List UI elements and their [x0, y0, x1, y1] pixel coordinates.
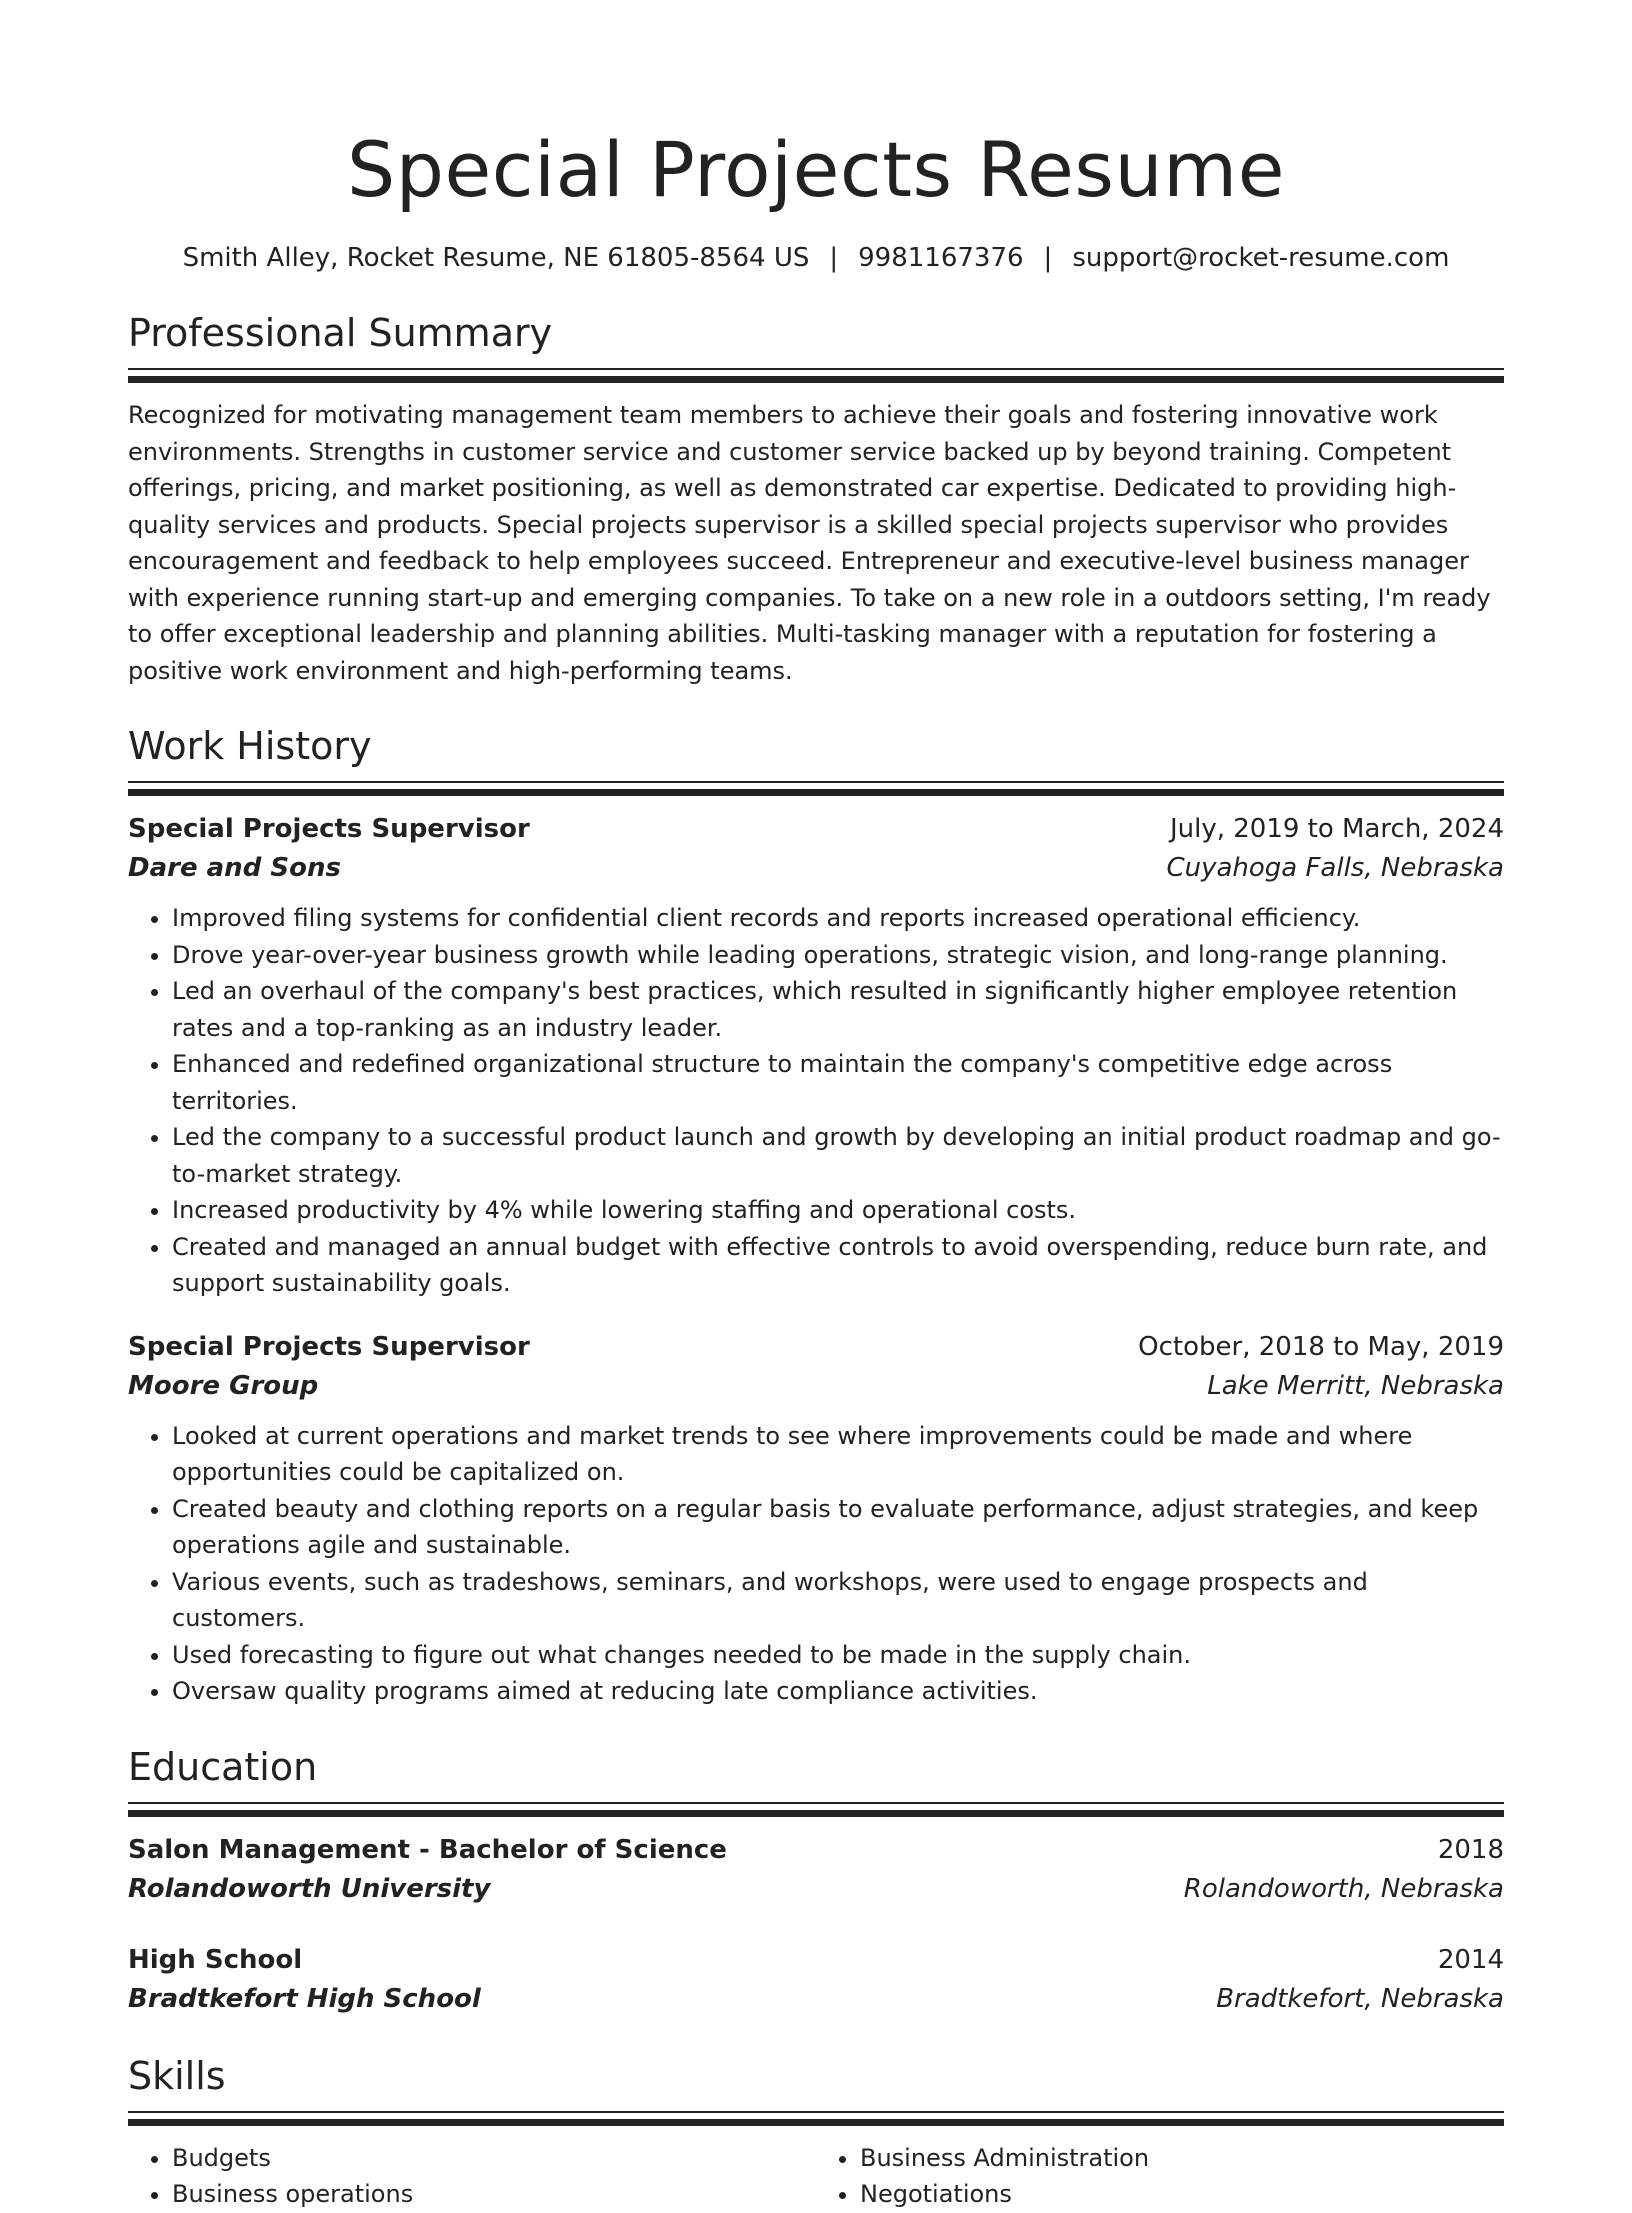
job-title: Special Projects Supervisor — [128, 814, 530, 844]
school-location: Rolandoworth, Nebraska — [1183, 1873, 1504, 1904]
education-section — [128, 1742, 1504, 2019]
list-item: • Used forecasting to figure out what changes needed to be made in the supply chain. — [172, 1637, 1504, 1674]
skill-item: • Negotiations — [860, 2176, 1504, 2213]
list-item: • Improved filing systems for confidential client records and reports increased operational efficiency. — [172, 900, 1504, 937]
job-location: Lake Merritt, Nebraska — [1207, 1370, 1504, 1401]
company-name: Dare and Sons — [128, 853, 341, 883]
phone: 9981167376 — [858, 243, 1024, 273]
summary-section — [128, 308, 1504, 689]
job-bullets — [128, 900, 1504, 1302]
skill-item: • Budgets — [172, 2140, 816, 2177]
work-history-section — [128, 721, 1504, 1710]
section-heading: Professional Summary — [128, 311, 553, 355]
email-link[interactable]: support@rocket-resume.com — [1072, 243, 1450, 273]
school-name: Bradtkefort High School — [128, 1983, 481, 2014]
list-item: • Increased productivity by 4% while lowering staffing and operational costs. — [172, 1192, 1504, 1229]
section-divider — [128, 781, 1504, 796]
job-entry — [128, 810, 1504, 1302]
section-heading: Work History — [128, 724, 372, 768]
school-name: Rolandoworth University — [128, 1873, 491, 1904]
job-dates: October, 2018 to May, 2019 — [1138, 1331, 1504, 1362]
graduation-year: 2018 — [1437, 1834, 1504, 1865]
list-item: • Looked at current operations and market trends to see where improvements could be made and where opportunities could be capitalized on. — [172, 1418, 1504, 1491]
job-title: Special Projects Supervisor — [128, 1331, 530, 1362]
contact-line — [128, 240, 1504, 276]
list-item: • Led an overhaul of the company's best practices, which resulted in significantly higher employee retention rates and a top-ranking as an industry leader. — [172, 973, 1504, 1046]
list-item: • Drove year-over-year business growth while leading operations, strategic vision, and long-range planning. — [172, 937, 1504, 974]
list-item: • Created beauty and clothing reports on a regular basis to evaluate performance, adjust strategies, and keep operations agile and sustainable. — [172, 1491, 1504, 1564]
section-divider — [128, 1802, 1504, 1817]
school-location: Bradtkefort, Nebraska — [1216, 1983, 1504, 2014]
graduation-year: 2014 — [1437, 1944, 1504, 1975]
degree: High School — [128, 1944, 303, 1975]
separator: | — [829, 243, 839, 273]
skills-column-right — [816, 2140, 1504, 2213]
education-entry — [128, 1941, 1504, 2019]
separator: | — [1043, 243, 1053, 273]
education-entry — [128, 1831, 1504, 1909]
degree: Salon Management - Bachelor of Science — [128, 1834, 727, 1865]
list-item: • Led the company to a successful product launch and growth by developing an initial product roadmap and go-to-market strategy. — [172, 1119, 1504, 1192]
list-item: • Various events, such as tradeshows, seminars, and workshops, were used to engage prospects and customers. — [172, 1564, 1504, 1637]
address: Smith Alley, Rocket Resume, NE 61805-8564 US — [182, 243, 810, 273]
section-heading: Skills — [128, 2053, 226, 2098]
skills-grid — [128, 2140, 1504, 2213]
section-divider — [128, 368, 1504, 383]
skill-item: • Business operations — [172, 2176, 816, 2213]
section-heading: Education — [128, 1744, 318, 1789]
skill-item: • Business Administration — [860, 2140, 1504, 2177]
section-divider — [128, 2111, 1504, 2126]
skills-column-left — [128, 2140, 816, 2213]
job-entry — [128, 1328, 1504, 1710]
company-name: Moore Group — [128, 1370, 319, 1401]
summary-text: Recognized for motivating management team members to achieve their goals and fostering innovative work environments. Strengths in customer service and customer service backed up by beyond training. Competent offerings, pricing, and market positioning, as well as demonstrated car expertise. Dedicated to providing high-quality services and products. Special projects supervisor is a skilled special projects supervisor who provides encouragement and feedback to help employees succeed. Entrepreneur and executive-level business manager with experience running start-up and emerging companies. To take on a new role in a outdoors setting, I'm ready to offer exceptional leadership and planning abilities. Multi-tasking manager with a reputation for fostering a positive work environment and high-performing teams. — [128, 401, 1491, 685]
job-location: Cuyahoga Falls, Nebraska — [1166, 853, 1504, 883]
list-item: • Oversaw quality programs aimed at reducing late compliance activities. — [172, 1673, 1504, 1710]
resume-title: Special Projects Resume — [347, 125, 1285, 214]
job-bullets — [128, 1418, 1504, 1710]
list-item: • Created and managed an annual budget with effective controls to avoid overspending, reduce burn rate, and support sustainability goals. — [172, 1229, 1504, 1302]
job-dates: July, 2019 to March, 2024 — [1169, 814, 1504, 844]
list-item: • Enhanced and redefined organizational structure to maintain the company's competitive edge across territories. — [172, 1046, 1504, 1119]
skills-section — [128, 2051, 1504, 2213]
